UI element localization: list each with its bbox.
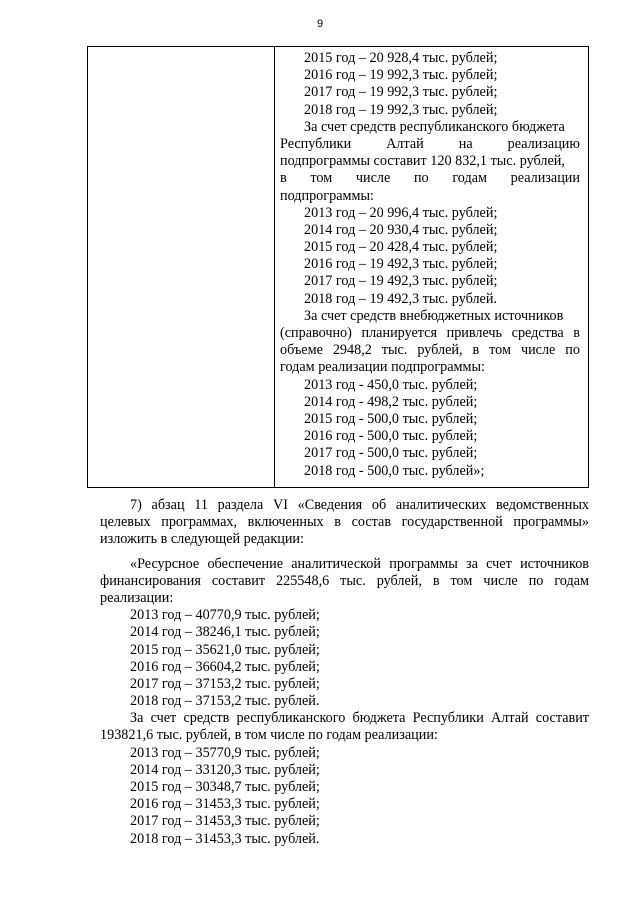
funding-line: 2015 год - 500,0 тыс. рублей; <box>304 410 478 427</box>
item-7-line: 7) абзац 11 раздела VI «Сведения об аналитических ведомственных <box>130 497 589 513</box>
year-line: 2018 год – 31453,3 тыс. рублей. <box>130 830 320 847</box>
year-line: 2015 год – 30348,7 тыс. рублей; <box>130 779 320 795</box>
page-number: 9 <box>316 18 324 30</box>
year-line: 2014 год – 33120,3 тыс. рублей; <box>130 761 320 778</box>
paragraph-line: За счет средств республиканского бюджета Республики Алтай составит <box>130 710 589 727</box>
funding-line: 2018 год - 500,0 тыс. рублей»; <box>304 462 485 479</box>
year-line: 2018 год – 37153,2 тыс. рублей. <box>130 693 320 710</box>
table-right-cell <box>280 50 580 480</box>
paragraph-line: «Ресурсное обеспечение аналитической программы за счет источников <box>130 555 589 572</box>
funding-line: 2014 год - 498,2 тыс. рублей; <box>304 393 478 410</box>
funding-line: 2017 год - 500,0 тыс. рублей; <box>304 445 478 462</box>
funding-line: 2015 год – 20 428,4 тыс. рублей; <box>304 239 498 256</box>
item-7-line: изложить в следующей редакции: <box>100 531 304 548</box>
funding-line: 2013 год – 20 996,4 тыс. рублей; <box>304 204 498 221</box>
funding-line: 2014 год – 20 930,4 тыс. рублей; <box>304 221 498 238</box>
year-line: 2017 год – 31453,3 тыс. рублей; <box>130 813 320 830</box>
paragraph-line: (справочно) планируется привлечь средства в <box>280 325 580 341</box>
year-line: 2016 год – 36604,2 тыс. рублей; <box>130 658 320 675</box>
funding-line: 2016 год - 500,0 тыс. рублей; <box>304 428 478 445</box>
year-line: 2013 год – 35770,9 тыс. рублей; <box>130 744 320 761</box>
funding-line: 2018 год – 19 492,3 тыс. рублей. <box>304 290 497 307</box>
document-body <box>100 497 589 848</box>
funding-line: 2015 год – 20 928,4 тыс. рублей; <box>304 50 498 66</box>
paragraph-line: За счет средств внебюджетных источников <box>304 307 564 324</box>
paragraph-line: в том числе по годам реализации <box>280 170 580 187</box>
funding-table <box>87 46 589 488</box>
year-line: 2013 год – 40770,9 тыс. рублей; <box>130 607 320 624</box>
paragraph-line: подпрограммы составит 120 832,1 тыс. рублей, <box>280 153 565 170</box>
paragraph-line: реализации: <box>100 589 174 606</box>
funding-line: 2017 год – 19 992,3 тыс. рублей; <box>304 84 498 101</box>
funding-line: 2016 год – 19 992,3 тыс. рублей; <box>304 67 498 84</box>
funding-line: 2013 год - 450,0 тыс. рублей; <box>304 376 478 393</box>
paragraph-line: объеме 2948,2 тыс. рублей, в том числе по <box>280 342 580 359</box>
funding-line: 2018 год – 19 992,3 тыс. рублей; <box>304 101 498 118</box>
year-line: 2014 год – 38246,1 тыс. рублей; <box>130 624 320 641</box>
paragraph-line: годам реализации подпрограммы: <box>280 359 485 376</box>
item-7-line: целевых программах, включенных в состав государственной программы» <box>100 514 589 531</box>
paragraph-line: финансирования составит 225548,6 тыс. рублей, в том числе по годам <box>100 572 589 589</box>
paragraph-line: Республики Алтай на реализацию <box>280 135 580 152</box>
funding-line: 2016 год – 19 492,3 тыс. рублей; <box>304 256 498 273</box>
paragraph-line: подпрограммы: <box>280 187 374 204</box>
year-line: 2016 год – 31453,3 тыс. рублей; <box>130 796 320 813</box>
year-line: 2015 год – 35621,0 тыс. рублей; <box>130 641 320 658</box>
paragraph-line: За счет средств республиканского бюджета <box>304 118 565 135</box>
paragraph-line: 193821,6 тыс. рублей, в том числе по годам реализации: <box>100 727 438 744</box>
year-line: 2017 год – 37153,2 тыс. рублей; <box>130 675 320 692</box>
table-column-divider <box>274 47 275 487</box>
funding-line: 2017 год – 19 492,3 тыс. рублей; <box>304 273 498 290</box>
